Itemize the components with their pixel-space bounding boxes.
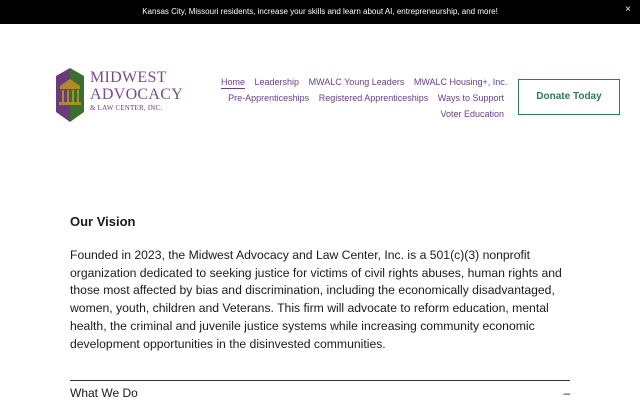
accordion-what-we-do[interactable]: [70, 384, 570, 404]
nav-row-2: [214, 90, 504, 106]
nav-link-pre-apprenticeships[interactable]: Pre-Apprenticeships: [228, 93, 310, 103]
nav-link-voter-education[interactable]: Voter Education: [440, 109, 504, 119]
main-navigation: [214, 74, 508, 122]
logo-wordmark: [90, 70, 183, 112]
nav-link-ways-to-support[interactable]: Ways to Support: [437, 93, 504, 103]
logo-emblem-icon: [52, 66, 88, 124]
nav-link-leadership[interactable]: Leadership: [254, 77, 300, 87]
site-logo[interactable]: [52, 66, 184, 124]
vision-heading: Our Vision: [70, 214, 136, 229]
nav-link-registered-apprenticeships[interactable]: Registered Apprenticeships: [318, 93, 429, 103]
nav-link-home[interactable]: Home: [221, 77, 246, 87]
nav-row-3: [214, 106, 504, 122]
announcement-bar: [0, 0, 640, 24]
nav-link-housing[interactable]: MWALC Housing+, Inc.: [413, 77, 508, 87]
accordion-divider: [70, 380, 570, 381]
nav-link-young-leaders[interactable]: MWALC Young Leaders: [308, 77, 405, 87]
close-icon[interactable]: ×: [625, 4, 631, 15]
donate-button[interactable]: Donate Today: [518, 79, 620, 115]
nav-row-1: [214, 74, 508, 90]
logo-line-1: MIDWEST: [90, 69, 167, 86]
vision-body: Founded in 2023, the Midwest Advocacy and Law Center, Inc. is a 501(c)(3) nonprofit organization dedicated to seeking justice for victims of civil rights abuses, human rights and those most affected by bias and discrimination, including the economically disadvantaged, women, youth, children and Veterans. This firm will advocate to reform education, mental health, the criminal and juvenile justice systems while increasing community economic development opportunities in the disinvested communities.: [70, 248, 562, 351]
logo-line-3: & LAW CENTER, INC.: [90, 104, 163, 112]
minus-icon[interactable]: –: [563, 386, 570, 400]
accordion-title: What We Do: [70, 386, 138, 400]
announcement-text: Kansas City, Missouri residents, increase your skills and learn about AI, entrepreneurship, and more!: [142, 7, 498, 16]
logo-line-2: ADVOCACY: [90, 86, 184, 103]
